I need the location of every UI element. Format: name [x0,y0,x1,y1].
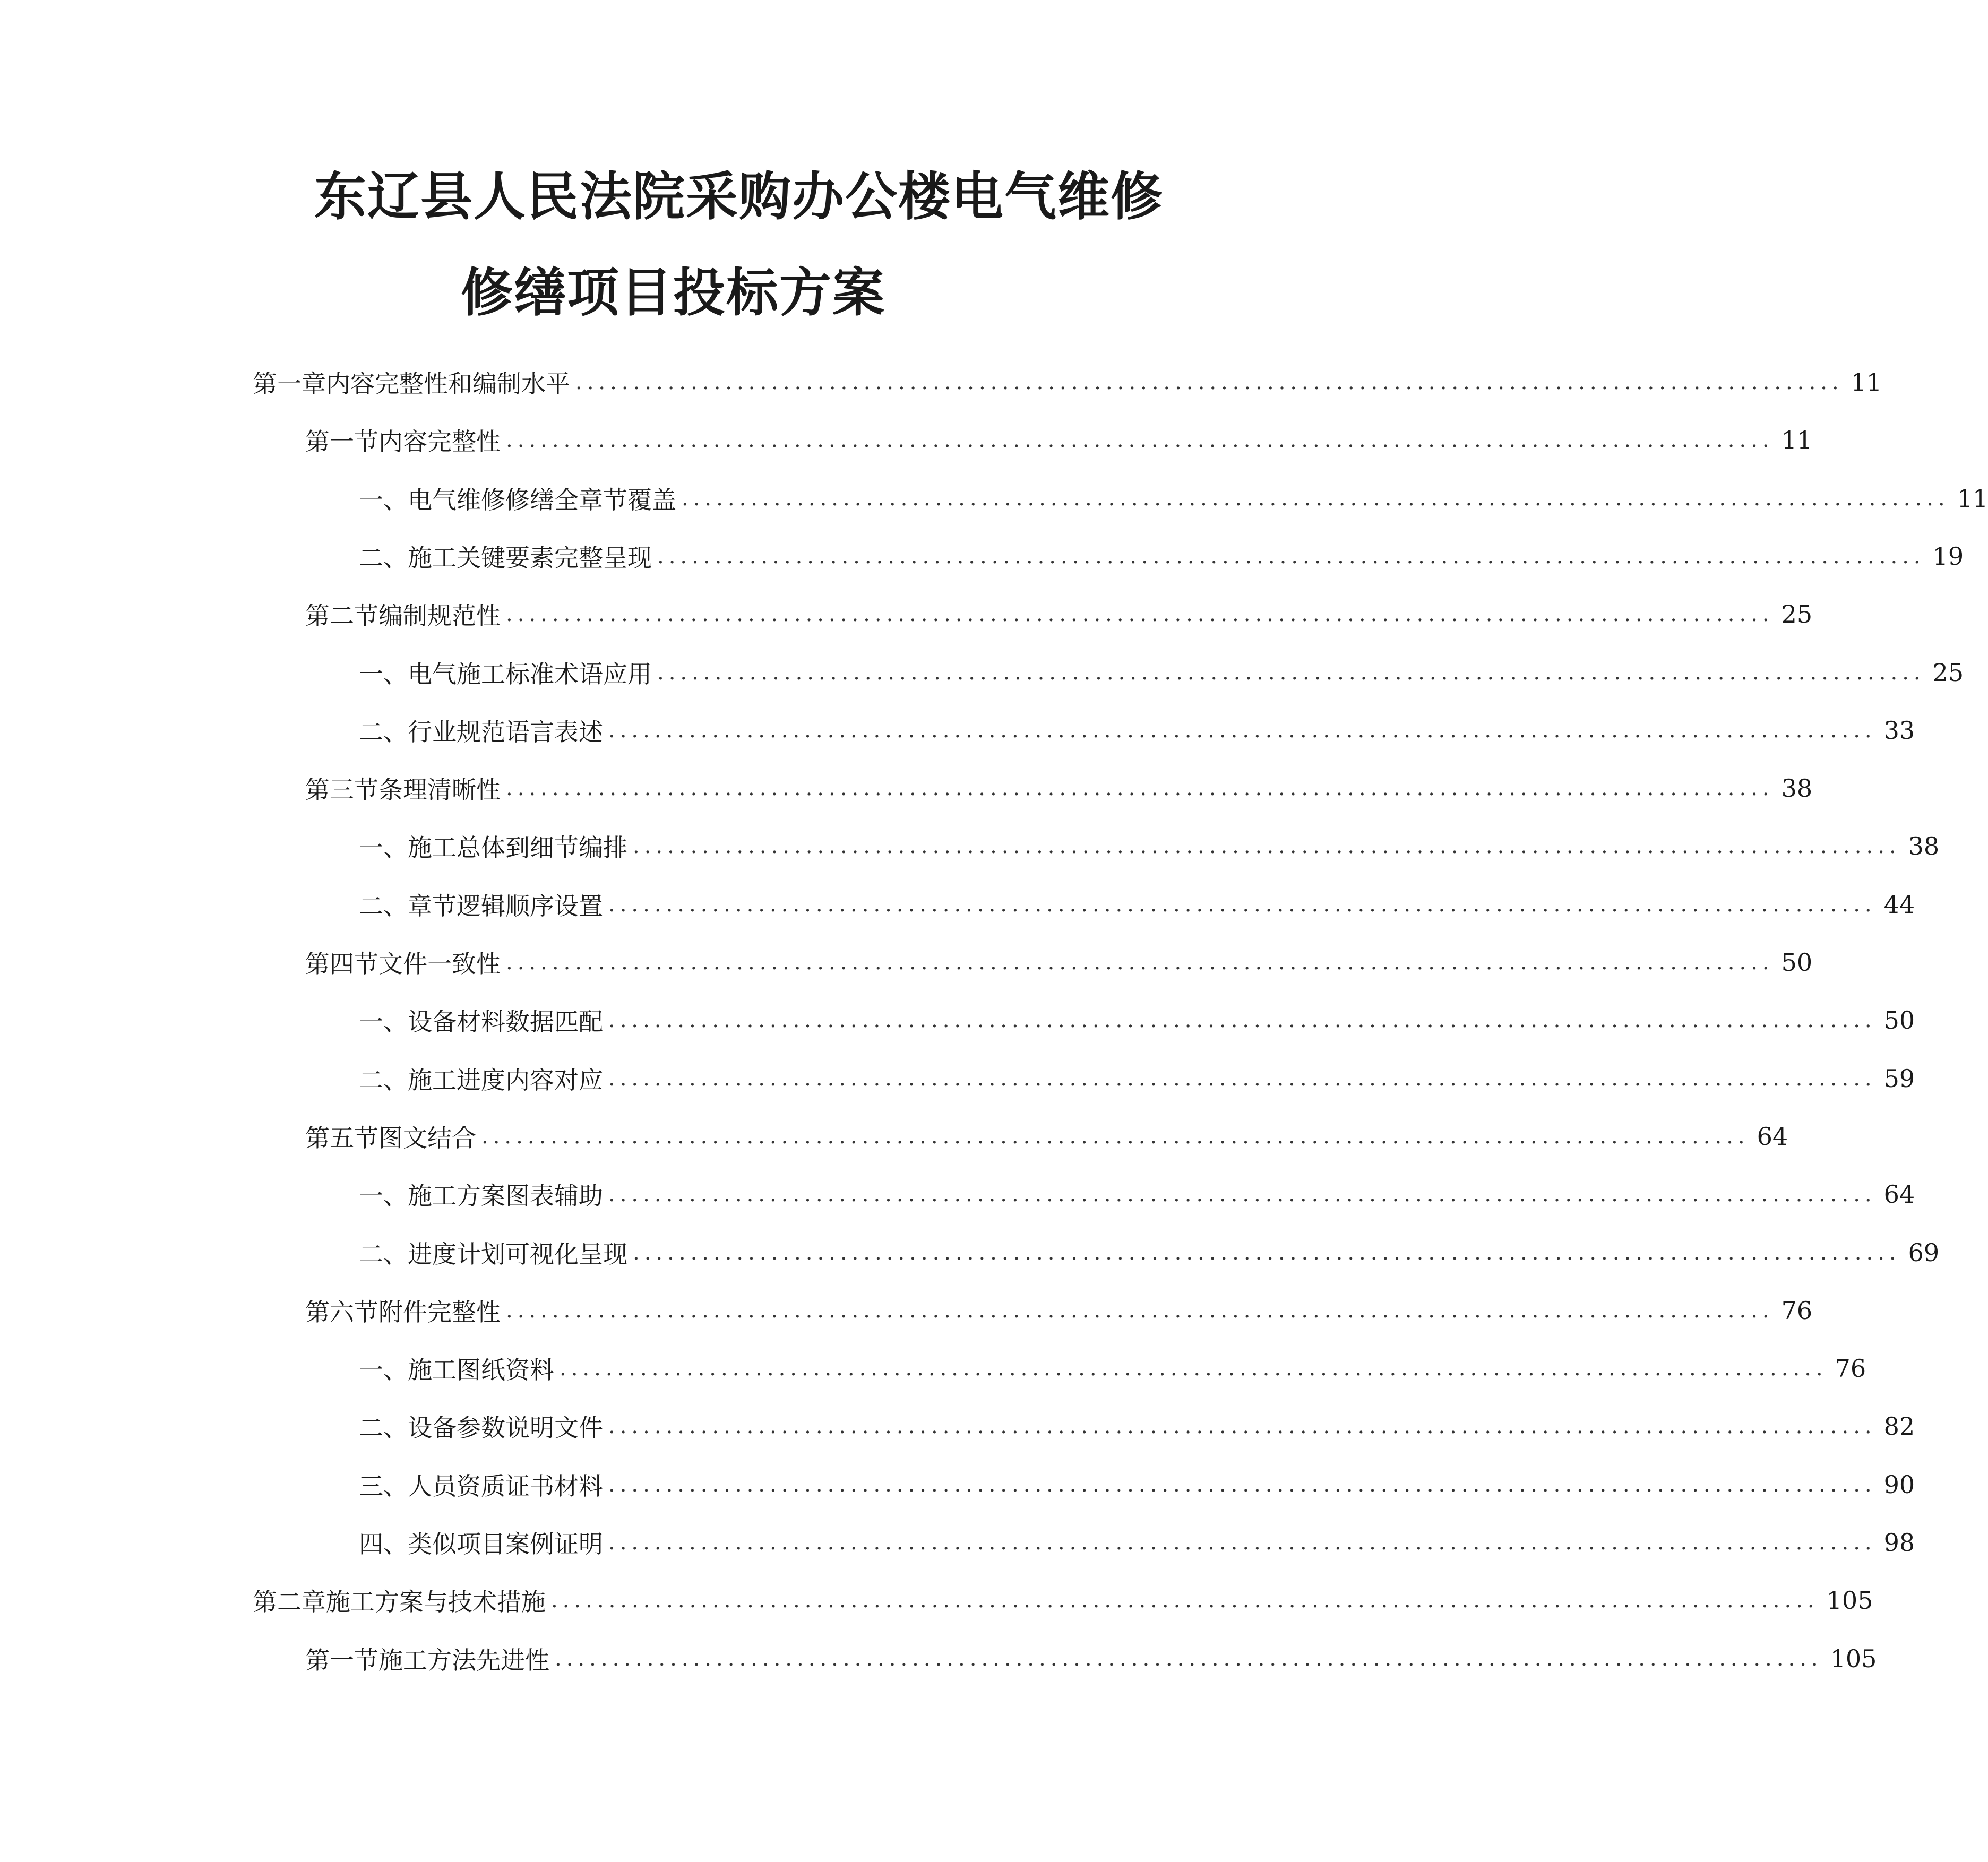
toc-entry-number: 第六节 [305,1298,378,1326]
toc-entry-page-number: 38 [1908,832,1940,860]
toc-entry-number: 二、 [359,1240,408,1269]
toc-dot-leader: .............................................................................................................. [657,660,1925,685]
toc-dot-leader: .............................................................................................................. [608,1472,1877,1497]
toc-entry-page-number: 50 [1781,948,1813,977]
toc-entry[interactable] [359,1178,1915,1210]
toc-entry-title: 施工总体到细节编排 [408,833,627,862]
toc-dot-leader: .............................................................................................................. [608,1008,1877,1032]
toc-entry-number: 一、 [359,1007,408,1036]
toc-entry-number: 一、 [359,833,408,862]
toc-entry-title: 内容完整性和编制水平 [326,369,570,398]
toc-entry-page-number: 69 [1908,1238,1940,1267]
toc-entry[interactable] [359,1469,1915,1501]
toc-entry-title: 类似项目案例证明 [408,1530,603,1558]
toc-entry-number: 二、 [359,544,408,572]
toc-dot-leader: .............................................................................................................. [608,1414,1877,1438]
toc-entry-number: 一、 [359,486,408,514]
toc-entry-page-number: 82 [1883,1412,1915,1441]
toc-entry-page-number: 90 [1883,1470,1915,1499]
toc-dot-leader: .............................................................................................................. [506,602,1774,626]
toc-entry-page-number: 11 [1781,426,1813,454]
toc-entry-title: 施工方法先进性 [378,1646,549,1675]
toc-entry-number: 第三节 [305,775,378,804]
toc-entry-number: 一、 [359,660,408,688]
toc-entry[interactable] [359,1410,1915,1442]
toc-dot-leader: .............................................................................................................. [633,1240,1901,1265]
toc-entry-title: 条理清晰性 [378,775,501,804]
toc-dot-leader: .............................................................................................................. [633,834,1901,858]
toc-entry-title: 行业规范语言表述 [408,718,603,746]
toc-entry[interactable] [359,540,1964,572]
toc-entry[interactable] [359,1063,1915,1094]
toc-dot-leader: .............................................................................................................. [608,1182,1877,1206]
toc-entry[interactable] [359,1352,1866,1384]
toc-entry-title: 电气施工标准术语应用 [408,660,652,688]
toc-entry-title: 内容完整性 [378,427,501,456]
toc-dot-leader: .............................................................................................................. [560,1356,1828,1381]
toc-entry-page-number: 25 [1932,658,1964,687]
toc-dot-leader: .............................................................................................................. [506,776,1774,800]
toc-entry-title: 设备参数说明文件 [408,1413,603,1442]
toc-entry-title: 进度计划可视化呈现 [408,1240,627,1269]
toc-dot-leader: .............................................................................................................. [608,892,1877,917]
toc-dot-leader: .............................................................................................................. [657,544,1925,568]
toc-dot-leader: .............................................................................................................. [575,370,1844,394]
toc-dot-leader: .............................................................................................................. [555,1647,1823,1671]
toc-entry-title: 附件完整性 [378,1298,501,1326]
toc-entry-page-number: 76 [1781,1296,1813,1325]
toc-entry-title: 设备材料数据匹配 [408,1007,603,1036]
toc-entry-title: 施工图纸资料 [408,1356,554,1384]
toc-entry-page-number: 25 [1781,600,1813,628]
toc-entry[interactable] [305,946,1813,978]
toc-entry-title: 施工方案与技术措施 [326,1588,546,1616]
toc-entry-page-number: 64 [1883,1180,1915,1209]
toc-entry-number: 二、 [359,892,408,920]
toc-entry-page-number: 105 [1830,1644,1877,1673]
toc-dot-leader: .............................................................................................................. [506,1298,1774,1323]
toc-entry-number: 二、 [359,718,408,746]
toc-entry-number: 二、 [359,1066,408,1094]
toc-entry-page-number: 59 [1883,1064,1915,1093]
toc-entry[interactable] [305,1295,1813,1326]
toc-entry[interactable] [305,772,1813,804]
toc-entry[interactable] [305,598,1813,630]
toc-entry-title: 编制规范性 [378,601,501,630]
document-title-line-2: 修缮项目投标方案 [461,263,886,323]
toc-entry-title: 电气维修修缮全章节覆盖 [408,486,676,514]
toc-dot-leader: .............................................................................................................. [608,1530,1877,1555]
toc-entry[interactable] [359,657,1964,688]
toc-entry[interactable] [253,1584,1873,1616]
toc-entry-number: 第二节 [305,601,378,630]
toc-entry[interactable] [305,1120,1788,1152]
toc-entry-number: 二、 [359,1413,408,1442]
toc-entry-title: 章节逻辑顺序设置 [408,892,603,920]
toc-entry-page-number: 98 [1883,1528,1915,1557]
toc-entry-number: 一、 [359,1356,408,1384]
toc-entry-title: 人员资质证书材料 [408,1472,603,1501]
toc-dot-leader: .............................................................................................................. [682,486,1950,511]
toc-entry-title: 施工关键要素完整呈现 [408,544,652,572]
toc-entry[interactable] [359,1237,1940,1269]
toc-dot-leader: .............................................................................................................. [506,428,1774,452]
toc-entry-number: 一、 [359,1182,408,1210]
toc-entry-page-number: 76 [1835,1354,1866,1383]
document-title-line-1: 东辽县人民法院采购办公楼电气维修 [314,167,1164,227]
toc-dot-leader: .............................................................................................................. [506,950,1774,975]
toc-entry-title: 图文结合 [378,1124,476,1152]
toc-entry-title: 文件一致性 [378,950,501,978]
toc-entry-number: 三、 [359,1472,408,1501]
toc-entry[interactable] [359,889,1915,920]
toc-entry[interactable] [359,830,1940,862]
toc-entry-page-number: 44 [1883,890,1915,919]
toc-entry[interactable] [359,1004,1915,1036]
toc-entry-number: 第一章 [253,369,326,398]
toc-entry-number: 四、 [359,1530,408,1558]
toc-entry-title: 施工方案图表辅助 [408,1182,603,1210]
toc-dot-leader: .............................................................................................................. [608,1066,1877,1091]
toc-entry[interactable] [359,1527,1915,1558]
toc-dot-leader: .............................................................................................................. [551,1588,1819,1613]
toc-entry-number: 第二章 [253,1588,326,1616]
toc-entry-page-number: 19 [1932,542,1964,571]
toc-entry-page-number: 64 [1757,1122,1788,1151]
toc-entry[interactable] [305,1643,1877,1675]
toc-entry-number: 第一节 [305,1646,378,1675]
toc-entry[interactable] [253,366,1882,398]
toc-entry-number: 第一节 [305,427,378,456]
toc-entry-page-number: 11 [1957,484,1988,513]
toc-dot-leader: .............................................................................................................. [608,718,1877,743]
toc-entry-page-number: 33 [1883,716,1915,745]
toc-entry-page-number: 38 [1781,774,1813,803]
toc-entry-number: 第五节 [305,1124,378,1152]
toc-entry-page-number: 105 [1826,1586,1873,1615]
toc-entry-title: 施工进度内容对应 [408,1066,603,1094]
toc-entry[interactable] [359,714,1915,746]
toc-entry[interactable] [305,424,1813,456]
toc-entry-number: 第四节 [305,950,378,978]
toc-entry[interactable] [359,482,1988,514]
toc-entry-page-number: 11 [1851,368,1882,396]
toc-dot-leader: .............................................................................................................. [481,1124,1750,1149]
toc-entry-page-number: 50 [1883,1006,1915,1035]
